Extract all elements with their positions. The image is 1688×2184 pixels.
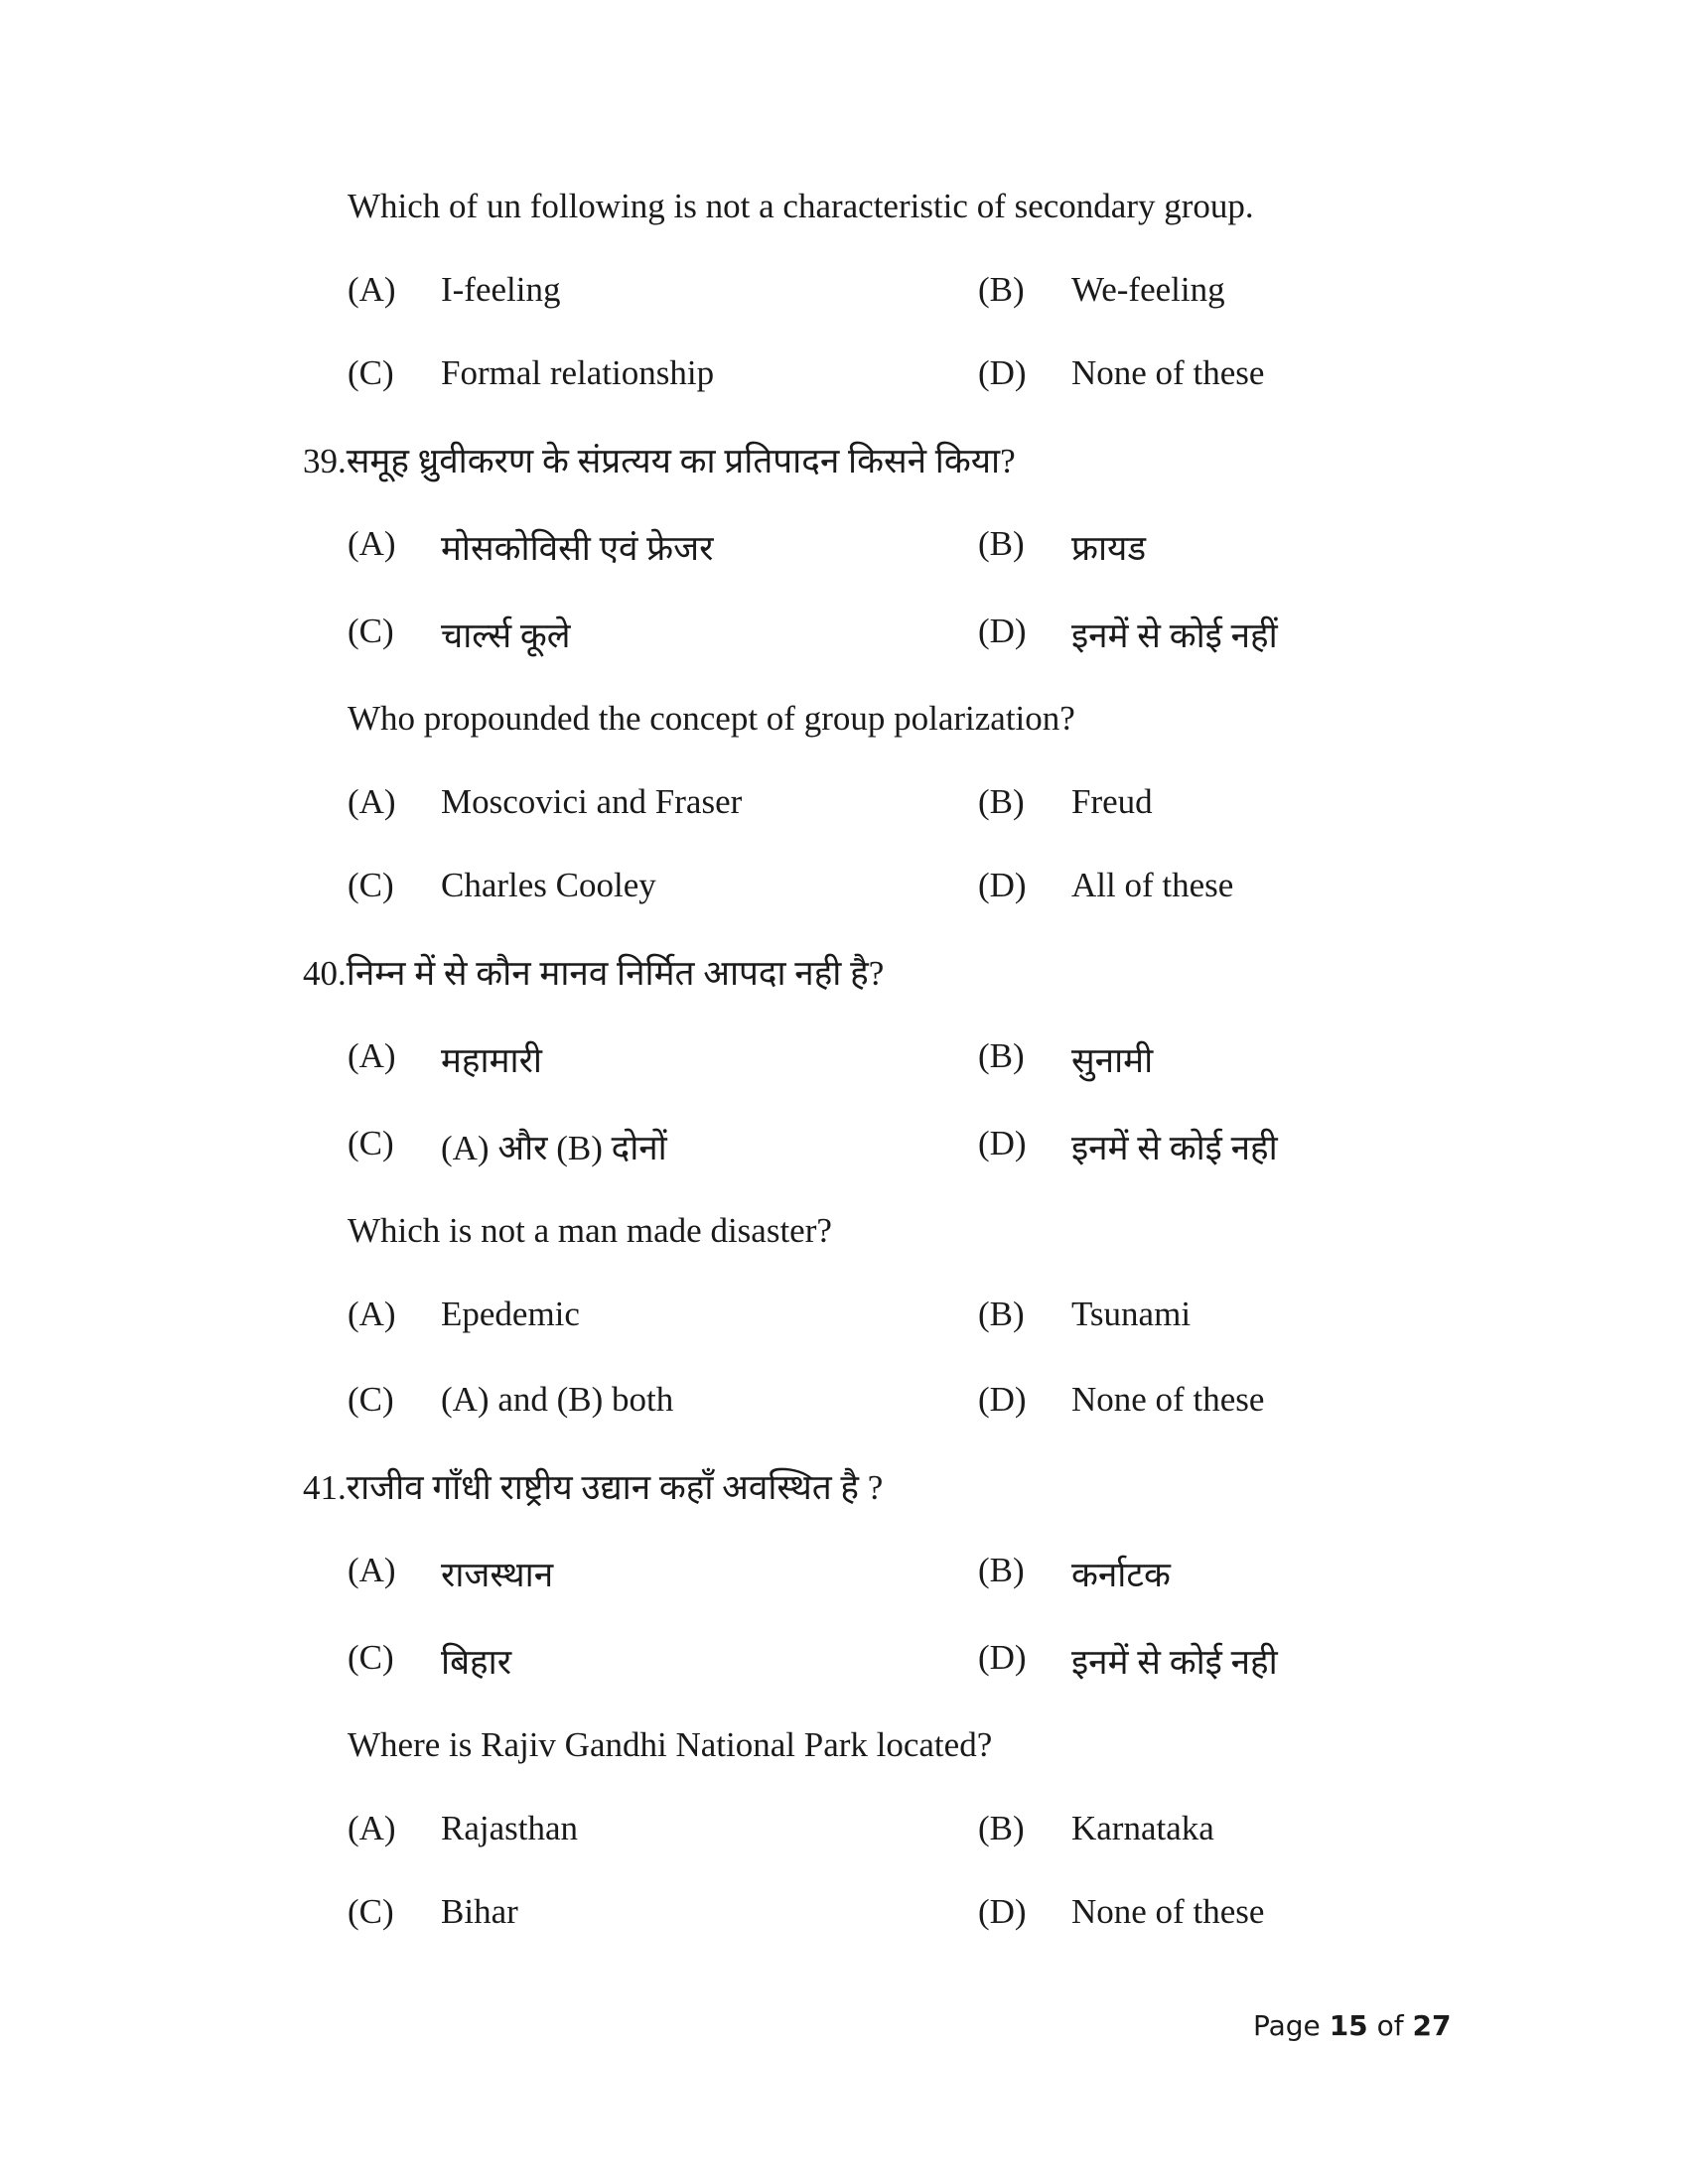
option-letter: (C) (348, 1892, 394, 1931)
option-letter: (D) (978, 1124, 1027, 1162)
question-39-hi: 39.समूह ध्रुवीकरण के संप्रत्यय का प्रतिपादन किसने किया? (303, 442, 1016, 480)
option-text: इनमें से कोई नहीं (1071, 616, 1278, 655)
option-letter: (C) (348, 1380, 394, 1419)
option-letter: (D) (978, 1380, 1027, 1419)
option-text: बिहार (441, 1643, 512, 1682)
page-number (1253, 2009, 1451, 2042)
question-38-en: Which of un following is not a characteristic of secondary group. (348, 187, 1254, 225)
option-text: इनमें से कोई नही (1071, 1643, 1278, 1682)
option-letter: (D) (978, 1892, 1027, 1931)
option-text: Moscovici and Fraser (441, 782, 743, 821)
page-prefix: Page (1253, 2009, 1321, 2042)
page-current: 15 (1329, 2009, 1368, 2042)
option-letter: (C) (348, 1124, 394, 1162)
option-letter: (A) (348, 524, 396, 563)
option-text: Freud (1071, 782, 1153, 821)
option-letter: (A) (348, 1295, 396, 1333)
option-text: Charles Cooley (441, 866, 656, 904)
option-text: (A) and (B) both (441, 1380, 674, 1419)
option-text: I-feeling (441, 270, 561, 309)
option-letter: (C) (348, 1638, 394, 1677)
option-text: मोसकोविसी एवं फ्रेजर (441, 529, 714, 568)
option-text: We-feeling (1071, 270, 1225, 309)
question-39-en: Who propounded the concept of group polarization? (348, 699, 1075, 738)
option-letter: (C) (348, 866, 394, 904)
question-41-en: Where is Rajiv Gandhi National Park located? (348, 1725, 993, 1764)
option-text: All of these (1071, 866, 1234, 904)
question-40-en: Which is not a man made disaster? (348, 1211, 832, 1250)
page-total: 27 (1412, 2009, 1452, 2042)
option-letter: (B) (978, 782, 1025, 821)
option-letter: (B) (978, 1809, 1025, 1847)
option-letter: (B) (978, 1036, 1025, 1075)
option-letter: (D) (978, 353, 1027, 392)
option-text: None of these (1071, 1892, 1265, 1931)
option-text: राजस्थान (441, 1556, 554, 1594)
option-text: None of these (1071, 353, 1265, 392)
option-text: Tsunami (1071, 1295, 1192, 1333)
option-text: Rajasthan (441, 1809, 579, 1847)
option-text: फ्रायड (1071, 529, 1147, 568)
option-text: कर्नाटक (1071, 1556, 1171, 1594)
option-text: चार्ल्स कूले (441, 616, 571, 655)
option-text: Karnataka (1071, 1809, 1214, 1847)
option-letter: (B) (978, 524, 1025, 563)
question-40-hi: 40.निम्न में से कौन मानव निर्मित आपदा नही है? (303, 954, 885, 993)
option-letter: (C) (348, 353, 394, 392)
option-letter: (D) (978, 866, 1027, 904)
option-text: Formal relationship (441, 353, 715, 392)
option-text: सुनामी (1071, 1041, 1154, 1080)
question-41-hi: 41.राजीव गाँधी राष्ट्रीय उद्यान कहाँ अवस्थित है ? (303, 1468, 884, 1507)
option-letter: (B) (978, 1551, 1025, 1589)
page-of: of (1376, 2009, 1404, 2042)
option-letter: (A) (348, 1809, 396, 1847)
option-letter: (B) (978, 1295, 1025, 1333)
option-letter: (D) (978, 612, 1027, 650)
option-text: Epedemic (441, 1295, 580, 1333)
option-text: (A) और (B) दोनों (441, 1129, 667, 1167)
option-text: महामारी (441, 1041, 542, 1080)
option-letter: (D) (978, 1638, 1027, 1677)
option-letter: (B) (978, 270, 1025, 309)
option-letter: (C) (348, 612, 394, 650)
option-text: इनमें से कोई नही (1071, 1129, 1278, 1167)
option-letter: (A) (348, 782, 396, 821)
option-text: None of these (1071, 1380, 1265, 1419)
option-letter: (A) (348, 1036, 396, 1075)
option-letter: (A) (348, 1551, 396, 1589)
option-text: Bihar (441, 1892, 518, 1931)
option-letter: (A) (348, 270, 396, 309)
